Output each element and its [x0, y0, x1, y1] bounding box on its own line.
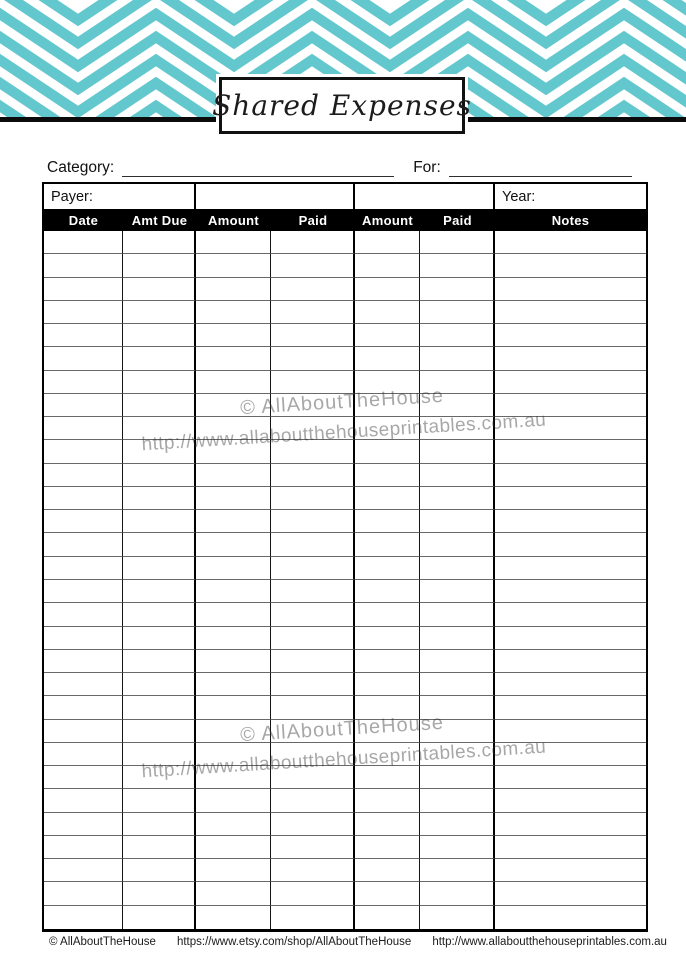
table-cell — [44, 394, 123, 417]
table-cell — [123, 278, 196, 301]
table-cell — [495, 464, 646, 487]
table-cell — [271, 417, 355, 440]
table-cell — [44, 278, 123, 301]
table-cell — [44, 301, 123, 324]
table-cell — [355, 673, 420, 696]
table-cell — [196, 906, 271, 929]
table-cell — [123, 510, 196, 533]
table-cell — [196, 417, 271, 440]
table-cell — [355, 440, 420, 463]
page-title: Shared Expenses — [212, 89, 472, 122]
table-cell — [123, 301, 196, 324]
table-cell — [271, 580, 355, 603]
table-cell — [44, 371, 123, 394]
table-cell — [196, 696, 271, 719]
table-cell — [420, 464, 495, 487]
table-cell — [355, 766, 420, 789]
table-cell — [495, 789, 646, 812]
table-cell — [420, 789, 495, 812]
table-cell — [420, 813, 495, 836]
table-cell — [44, 603, 123, 626]
footer-credits — [49, 936, 667, 948]
table-cell — [123, 487, 196, 510]
table-cell — [271, 533, 355, 556]
table-cell — [196, 813, 271, 836]
table-cell — [420, 301, 495, 324]
table-cell — [271, 882, 355, 905]
table-cell — [271, 789, 355, 812]
table-cell — [44, 696, 123, 719]
table-cell — [196, 603, 271, 626]
table-cell — [123, 650, 196, 673]
column-header-amount-1: Amount — [208, 212, 259, 228]
category-write-line — [122, 174, 394, 177]
table-cell — [44, 789, 123, 812]
table-cell — [355, 394, 420, 417]
payer-cell-2 — [196, 184, 355, 209]
column-header-paid-2: Paid — [443, 212, 472, 228]
table-cell — [355, 720, 420, 743]
table-cell — [495, 254, 646, 277]
watermark-url-text: http://www.allaboutthehouseprintables.com.au — [141, 409, 547, 456]
table-cell — [123, 603, 196, 626]
table-cell — [355, 696, 420, 719]
table-cell — [44, 650, 123, 673]
table-cell — [123, 906, 196, 929]
table-cell — [44, 813, 123, 836]
table-cell — [271, 557, 355, 580]
table-cell — [271, 254, 355, 277]
table-cell — [495, 696, 646, 719]
table-cell — [495, 510, 646, 533]
table-cell — [271, 696, 355, 719]
table-cell — [196, 254, 271, 277]
table-cell — [495, 766, 646, 789]
table-cell — [355, 743, 420, 766]
table-cell — [271, 766, 355, 789]
table-cell — [420, 696, 495, 719]
column-header-amount-2: Amount — [362, 212, 413, 228]
table-cell — [420, 510, 495, 533]
column-header-row — [44, 209, 646, 231]
table-cell — [271, 813, 355, 836]
column-header-notes: Notes — [551, 212, 590, 228]
table-cell — [44, 254, 123, 277]
table-cell — [495, 533, 646, 556]
category-for-row — [47, 153, 640, 177]
table-cell — [420, 394, 495, 417]
table-cell — [420, 278, 495, 301]
table-cell — [271, 510, 355, 533]
table-cell — [271, 347, 355, 370]
table-cell — [44, 580, 123, 603]
table-cell — [196, 859, 271, 882]
table-cell — [420, 487, 495, 510]
table-cell — [44, 720, 123, 743]
table-cell — [495, 324, 646, 347]
table-cell — [196, 533, 271, 556]
table-cell — [44, 487, 123, 510]
payer-label: Payer: — [51, 188, 93, 205]
table-cell — [495, 859, 646, 882]
table-cell — [271, 627, 355, 650]
footer-site-url: http://www.allaboutthehouseprintables.com.au — [432, 936, 667, 948]
table-cell — [420, 371, 495, 394]
table-cell — [271, 324, 355, 347]
table-cell — [495, 650, 646, 673]
table-cell — [44, 464, 123, 487]
table-cell — [196, 324, 271, 347]
table-cell — [355, 580, 420, 603]
table-cell — [123, 836, 196, 859]
table-cell — [355, 859, 420, 882]
year-cell — [495, 184, 646, 209]
table-cell — [271, 440, 355, 463]
table-cell — [495, 347, 646, 370]
table-cell — [123, 254, 196, 277]
table-cell — [196, 743, 271, 766]
table-cell — [355, 254, 420, 277]
table-cell — [495, 278, 646, 301]
table-cell — [495, 580, 646, 603]
table-cell — [420, 673, 495, 696]
table-cell — [44, 627, 123, 650]
watermark-url-text: http://www.allaboutthehouseprintables.com.au — [141, 736, 547, 783]
table-cell — [420, 347, 495, 370]
table-cell — [420, 766, 495, 789]
table-cell — [355, 324, 420, 347]
table-cell — [420, 324, 495, 347]
table-cell — [196, 627, 271, 650]
table-cell — [495, 627, 646, 650]
table-cell — [355, 906, 420, 929]
table-cell — [123, 417, 196, 440]
table-cell — [44, 906, 123, 929]
table-cell — [44, 836, 123, 859]
table-cell — [271, 394, 355, 417]
footer-copyright: © AllAboutTheHouse — [49, 936, 156, 948]
table-cell — [271, 859, 355, 882]
footer-etsy-url: https://www.etsy.com/shop/AllAboutTheHouse — [176, 936, 412, 948]
table-cell — [355, 371, 420, 394]
table-cell — [420, 603, 495, 626]
for-label: For: — [413, 159, 441, 176]
table-cell — [271, 301, 355, 324]
table-cell — [271, 906, 355, 929]
table-cell — [355, 836, 420, 859]
table-cell — [123, 533, 196, 556]
table-cell — [420, 533, 495, 556]
table-cell — [196, 882, 271, 905]
table-cell — [420, 906, 495, 929]
table-cell — [196, 394, 271, 417]
table-cell — [44, 324, 123, 347]
watermark-copyright-text: © AllAboutTheHouse — [239, 384, 445, 420]
table-cell — [495, 394, 646, 417]
table-cell — [196, 487, 271, 510]
table-cell — [196, 347, 271, 370]
year-label: Year: — [502, 188, 536, 205]
table-cell — [420, 557, 495, 580]
table-cell — [271, 603, 355, 626]
table-cell — [495, 720, 646, 743]
table-cell — [355, 557, 420, 580]
for-write-line — [449, 174, 632, 177]
table-cell — [420, 836, 495, 859]
table-cell — [495, 906, 646, 929]
table-cell — [495, 882, 646, 905]
table-cell — [196, 557, 271, 580]
table-cell — [355, 417, 420, 440]
table-cell — [495, 673, 646, 696]
table-cell — [355, 789, 420, 812]
table-cell — [196, 301, 271, 324]
column-header-paid-1: Paid — [298, 212, 328, 228]
table-cell — [420, 720, 495, 743]
table-cell — [44, 743, 123, 766]
table-cell — [271, 673, 355, 696]
table-cell — [271, 487, 355, 510]
table-cell — [271, 371, 355, 394]
table-cell — [123, 766, 196, 789]
table-cell — [271, 278, 355, 301]
table-body — [44, 231, 646, 929]
table-cell — [196, 580, 271, 603]
expense-table — [42, 182, 648, 932]
table-cell — [495, 417, 646, 440]
table-cell — [44, 766, 123, 789]
table-cell — [495, 836, 646, 859]
table-cell — [420, 859, 495, 882]
table-cell — [44, 440, 123, 463]
table-cell — [196, 510, 271, 533]
table-cell — [123, 720, 196, 743]
table-cell — [495, 301, 646, 324]
table-cell — [196, 673, 271, 696]
table-cell — [495, 487, 646, 510]
table-cell — [420, 254, 495, 277]
table-cell — [355, 510, 420, 533]
table-cell — [123, 324, 196, 347]
table-cell — [123, 347, 196, 370]
table-cell — [196, 766, 271, 789]
category-label: Category: — [47, 159, 115, 176]
table-cell — [271, 231, 355, 254]
table-cell — [123, 464, 196, 487]
table-cell — [355, 231, 420, 254]
table-cell — [355, 278, 420, 301]
table-cell — [196, 836, 271, 859]
column-header-amt-due: Amt Due — [131, 212, 188, 228]
table-cell — [196, 650, 271, 673]
table-cell — [123, 673, 196, 696]
table-cell — [271, 743, 355, 766]
table-cell — [271, 464, 355, 487]
table-cell — [123, 231, 196, 254]
table-cell — [495, 603, 646, 626]
table-cell — [495, 231, 646, 254]
table-cell — [420, 580, 495, 603]
table-cell — [123, 743, 196, 766]
table-cell — [355, 627, 420, 650]
table-cell — [355, 533, 420, 556]
table-cell — [44, 533, 123, 556]
table-cell — [420, 417, 495, 440]
table-cell — [123, 371, 196, 394]
table-cell — [44, 673, 123, 696]
table-cell — [420, 650, 495, 673]
column-header-date: Date — [68, 212, 99, 228]
table-cell — [196, 371, 271, 394]
table-cell — [123, 394, 196, 417]
table-cell — [123, 859, 196, 882]
table-cell — [44, 859, 123, 882]
table-cell — [271, 836, 355, 859]
table-cell — [44, 231, 123, 254]
table-cell — [196, 720, 271, 743]
table-cell — [355, 301, 420, 324]
table-cell — [196, 278, 271, 301]
table-cell — [420, 231, 495, 254]
table-cell — [123, 440, 196, 463]
table-cell — [123, 627, 196, 650]
title-box — [212, 77, 472, 134]
table-cell — [196, 789, 271, 812]
table-cell — [196, 464, 271, 487]
table-cell — [123, 882, 196, 905]
table-cell — [44, 510, 123, 533]
table-cell — [420, 743, 495, 766]
table-cell — [123, 813, 196, 836]
table-cell — [495, 813, 646, 836]
table-cell — [44, 417, 123, 440]
table-cell — [355, 347, 420, 370]
table-cell — [495, 743, 646, 766]
table-cell — [420, 882, 495, 905]
table-cell — [44, 882, 123, 905]
table-cell — [196, 231, 271, 254]
table-cell — [123, 580, 196, 603]
table-cell — [495, 440, 646, 463]
table-cell — [123, 696, 196, 719]
table-cell — [123, 557, 196, 580]
table-cell — [355, 464, 420, 487]
table-cell — [123, 789, 196, 812]
payer-cell-1 — [44, 184, 196, 209]
table-cell — [495, 557, 646, 580]
payer-cell-3 — [355, 184, 495, 209]
table-cell — [420, 440, 495, 463]
table-cell — [44, 557, 123, 580]
table-cell — [44, 347, 123, 370]
table-cell — [196, 440, 271, 463]
table-cell — [271, 720, 355, 743]
payer-row — [44, 184, 646, 209]
watermark-copyright-text: © AllAboutTheHouse — [239, 711, 445, 747]
table-cell — [355, 882, 420, 905]
table-cell — [355, 813, 420, 836]
table-cell — [355, 650, 420, 673]
table-cell — [420, 627, 495, 650]
table-cell — [495, 371, 646, 394]
table-cell — [355, 603, 420, 626]
table-cell — [271, 650, 355, 673]
table-cell — [355, 487, 420, 510]
